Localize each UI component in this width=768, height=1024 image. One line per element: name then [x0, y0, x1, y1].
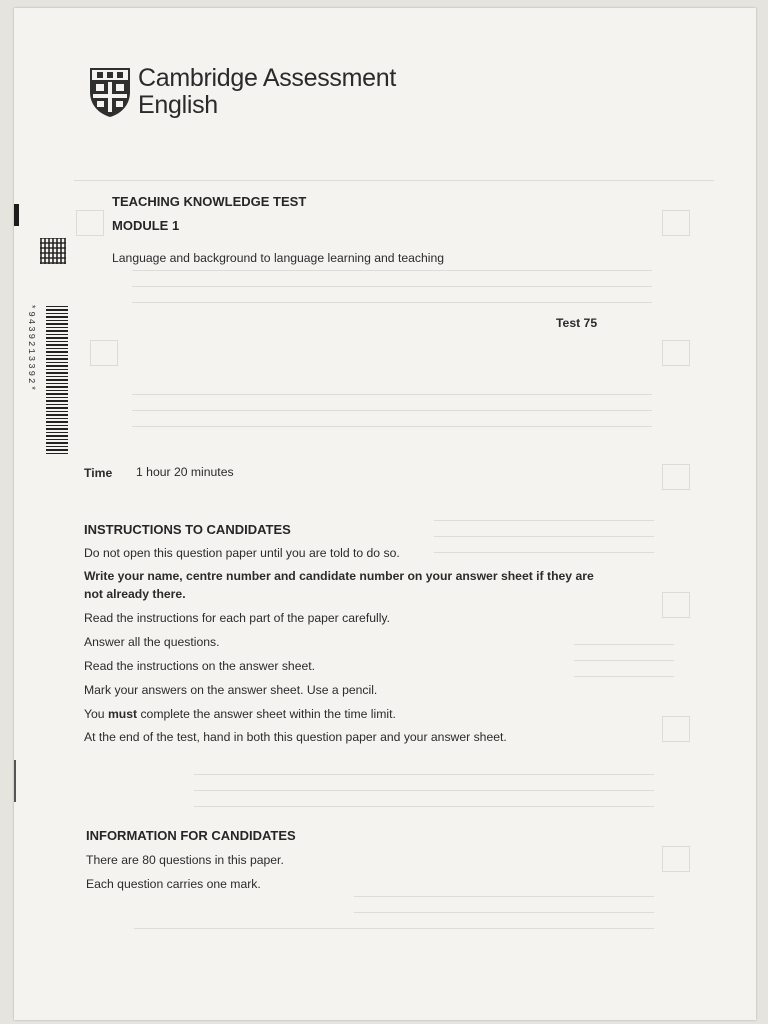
instruction-line: At the end of the test, hand in both this question paper and your answer sheet. — [84, 730, 507, 744]
margin-line — [14, 760, 16, 802]
qr-code — [40, 238, 66, 264]
instruction-line: Read the instructions for each part of the paper carefully. — [84, 611, 390, 625]
cambridge-logo — [88, 66, 396, 118]
instruction-line: Read the instructions on the answer sheet. — [84, 659, 316, 673]
information-line: Each question carries one mark. — [86, 877, 261, 891]
instruction-line: not already there. — [84, 587, 186, 601]
module-label: MODULE 1 — [112, 218, 180, 233]
time-value: 1 hour 20 minutes — [136, 465, 234, 479]
instruction-line: Write your name, centre number and candidate number on your answer sheet if they are — [84, 569, 594, 583]
information-heading: INFORMATION FOR CANDIDATES — [86, 828, 296, 843]
cambridge-shield-icon — [88, 66, 132, 118]
registration-mark — [14, 204, 19, 226]
logo-subtitle: English — [138, 91, 218, 119]
question-paper-page — [14, 8, 756, 1020]
instruction-line: You must complete the answer sheet within the time limit. — [84, 707, 396, 721]
instruction-line: Mark your answers on the answer sheet. Use a pencil. — [84, 683, 378, 697]
instruction-line: Do not open this question paper until you are told to do so. — [84, 546, 400, 560]
test-title: TEACHING KNOWLEDGE TEST — [112, 194, 307, 209]
barcode-number: *9439213392* — [26, 304, 36, 393]
module-subtitle: Language and background to language learning and teaching — [112, 251, 445, 265]
instructions-heading: INSTRUCTIONS TO CANDIDATES — [84, 522, 291, 537]
time-label: Time — [84, 466, 113, 480]
barcode — [46, 304, 68, 454]
information-line: There are 80 questions in this paper. — [86, 853, 284, 867]
test-number: Test 75 — [556, 316, 598, 330]
logo-title: Cambridge Assessment — [138, 64, 397, 92]
instruction-line: Answer all the questions. — [84, 635, 220, 649]
emphasis-must: must — [107, 707, 138, 721]
